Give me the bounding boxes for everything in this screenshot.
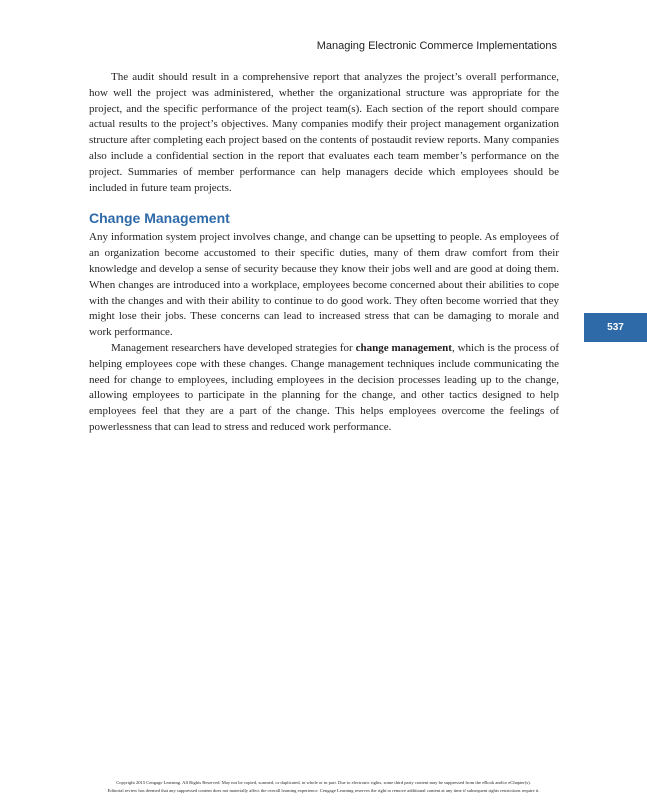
copyright-line-1: Copyright 2015 Cengage Learning. All Rights Reserved. May not be copied, scanned, or duplicated, in whole or in part. Due to electronic rights, some third party content may be suppressed from the eBook and/or eChapter(s). (116, 780, 531, 785)
page-body (89, 70, 559, 436)
paragraph-strategies (89, 341, 559, 436)
strategies-text-before: Management researchers have developed strategies for (111, 341, 356, 354)
strategies-text-after: , which is the process of helping employees cope with these changes. Change management techniques include communicating the need for change to employees, including employees in the decision processes leading up to the change, allowing employees to participate in the planning for the change, and other tactics designed to help employees feel that they are a part of the change. This helps employees overcome the feelings of powerlessness that can lead to stress and reduced work performance. (89, 341, 559, 433)
running-head: Managing Electronic Commerce Implementations (316, 40, 557, 52)
copyright-line-2: Editorial review has deemed that any suppressed content does not materially affect the overall learning experience. Cengage Learning reserves the right to remove additional content at any time if subsequent rights restrictions require it. (107, 788, 540, 793)
paragraph-change-intro: Any information system project involves change, and change can be upsetting to people. As employees of an organization become accustomed to their specific duties, many of them draw comfort from their knowledge and develop a sense of security because they know their jobs well and are good at doing them. When changes are introduced into a workplace, employees become concerned about their abilities to cope with the changes and with their ability to continue to do good work. They often become worried that they might lose their jobs. These concerns can lead to increased stress that can be damaging to morale and work performance. (89, 231, 559, 339)
key-term-change-management: change management (355, 341, 452, 354)
page-number-tab: 537 (584, 313, 647, 342)
paragraph-audit: The audit should result in a comprehensive report that analyzes the project’s overall performance, how well the project was administered, whether the organizational structure was appropriate for the project, and the specific performance of the project team(s). Each section of the report should compare actual results to the project’s objectives. Many companies modify their project management organization structure after completing each project based on the contents of postaudit review reports. Many companies also include a confidential section in the report that evaluates each team member’s performance on the project. Summaries of member performance can help managers decide which employees should be included in future team projects. (89, 71, 559, 194)
section-heading: Change Management (89, 210, 230, 227)
